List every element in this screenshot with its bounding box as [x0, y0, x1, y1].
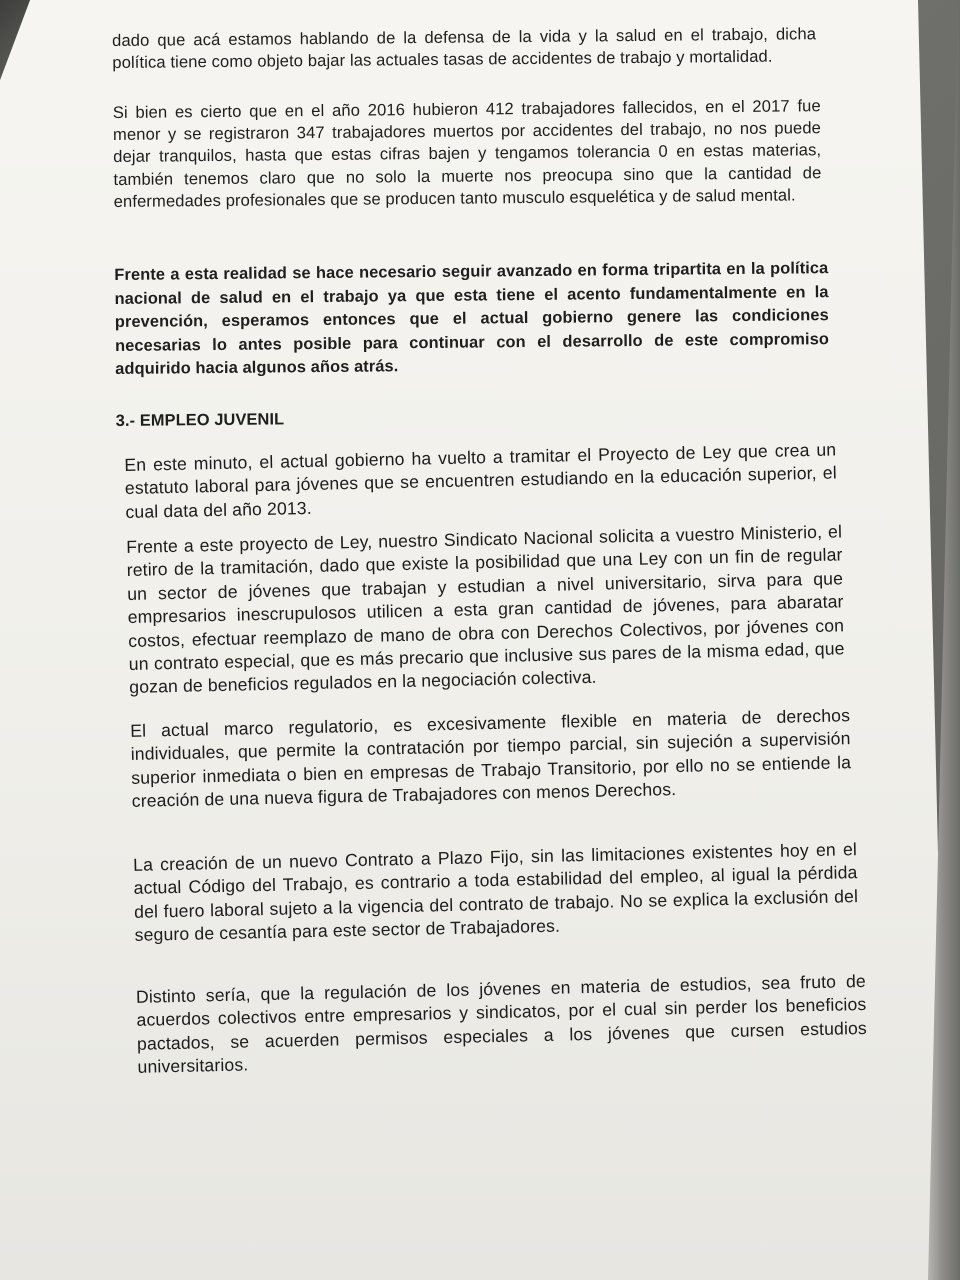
paragraph-union-request: Frente a este proyecto de Ley, nuestro Sindicato Nacional solicita a vuestro Ministerio, el retiro de la tramitación, dado que existe la posibilidad que una Ley con un fin de regular un sector de jóvenes que trabajan y estudian a nivel universitario, sirva para que empresarios inescrupulosos utilicen a esta gran cantidad de jóvenes, para abaratar costos, efectuar reemplazo de mano de obra con Derechos Colectivos, por jóvenes con un contrato especial, que es más precario que inclusive sus pares de la misma edad, que gozan de beneficios regulados en la negociación colectiva.	[125, 521, 845, 698]
paragraph-safety-policy: dado que acá estamos hablando de la defensa de la vida y la salud en el trabajo, dicha política tiene como objeto bajar las actuales tasas de accidentes de trabajo y mortalidad.	[112, 24, 817, 73]
paragraph-collective-agreements: Distinto sería, que la regulación de los jóvenes en materia de estudios, sea fruto de acuerdos colectivos entre empresarios y sindicatos, por el cual sin perder los beneficios pactados, se acuerden permisos especiales a los jóvenes que cursen estudios universitarios.	[135, 970, 868, 1078]
paragraph-fatality-statistics: Si bien es cierto que en el año 2016 hubieron 412 trabajadores fallecidos, en el 2017 fue menor y se registraron 347 trabajadores muertos por accidentes del trabajo, no nos puede dejar tranquilos, hasta que estas cifras bajen y tengamos tolerancia 0 en estas materias, también tenemos claro que no solo la muerte nos preocupa sino que la cantidad de enfermedades profesionales que se producen tanto musculo esquelética y de salud mental.	[112, 96, 822, 211]
section-heading-empleo-juvenil: 3.- EMPLEO JUVENIL	[115, 410, 285, 430]
paragraph-youth-bill: En este minuto, el actual gobierno ha vuelto a tramitar el Proyecto de Ley que crea un estatuto laboral para jóvenes que se encuentren estudiando en la educación superior, el cual data del año 2013.	[124, 439, 837, 522]
paragraph-regulatory-framework: El actual marco regulatorio, es excesivamente flexible en materia de derechos individuales, que permite la contratación por tiempo parcial, sin sujeción a supervisión superior inmediata o bien en empresas de Trabajo Transitorio, por ello no se entiende la creación de una nueva figura de Trabajadores con menos Derechos.	[129, 705, 852, 812]
paragraph-tripartite-policy: Frente a esta realidad se hace necesario seguir avanzado en forma tripartita en la política nacional de salud en el trabajo ya que esta tiene el acento fundamentalmente en la prevención, esperamos entonces que el actual gobierno genere las condiciones necesarias lo antes posible para continuar con el desarrollo de este compromiso adquirido hacia algunos años atrás.	[114, 259, 830, 379]
paragraph-fixed-term-contract: La creación de un nuevo Contrato a Plazo Fijo, sin las limitaciones existentes hoy en el actual Código del Trabajo, es contrario a toda estabilidad del empleo, al igual la pérdida del fuero laboral sujeto a la vigencia del contrato de trabajo. No se explica la exclusión del seguro de cesantía para este sector de Trabajadores.	[132, 839, 859, 946]
